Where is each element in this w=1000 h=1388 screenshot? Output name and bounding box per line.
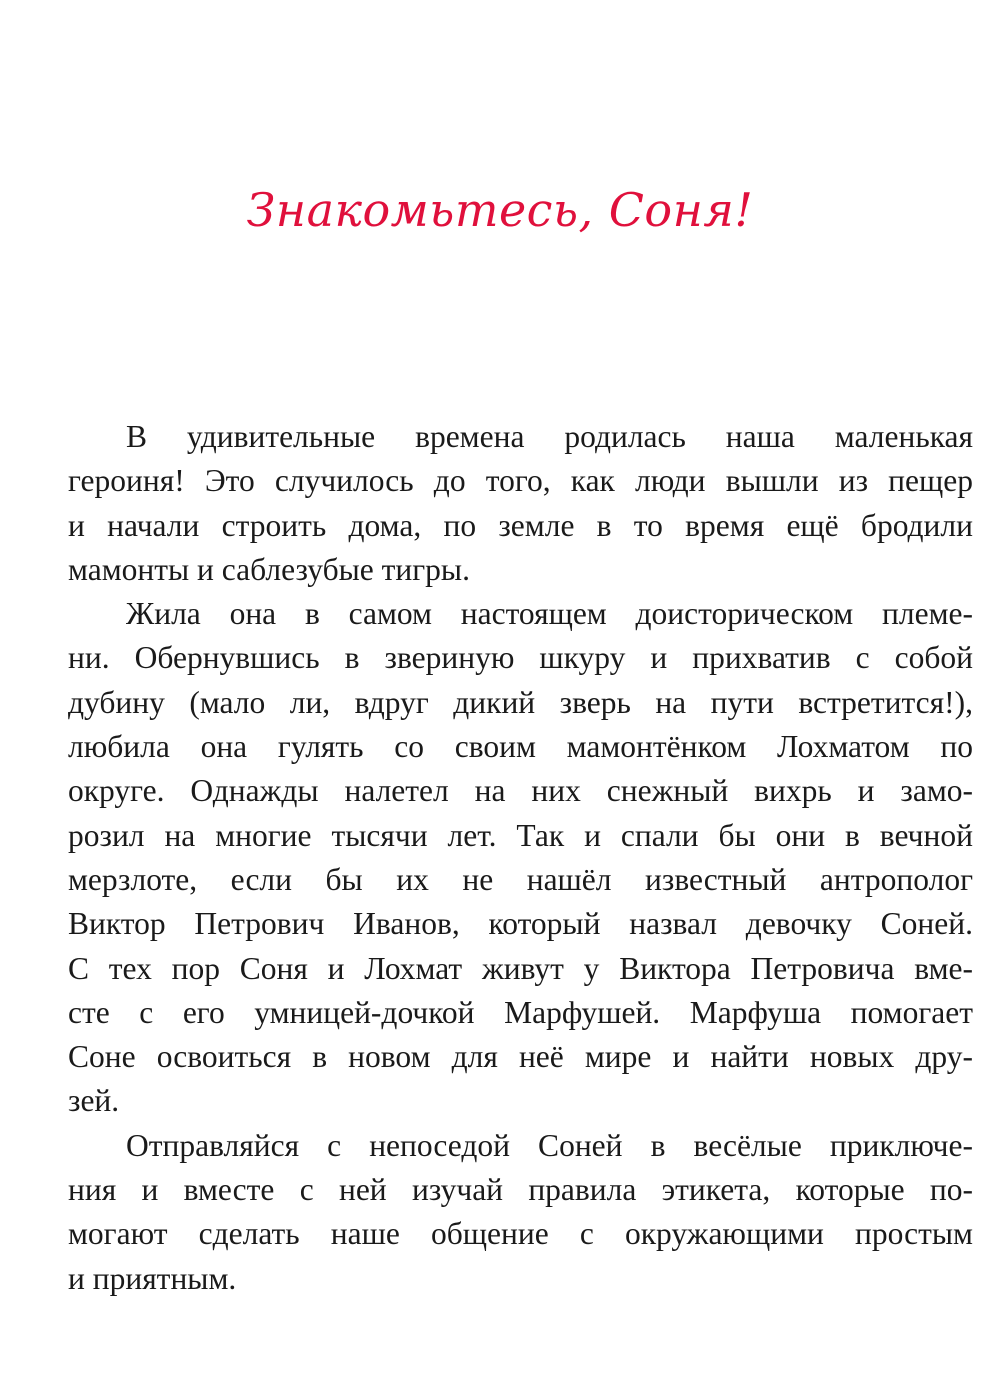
body-text <box>68 415 973 1301</box>
page-title: Знакомьтесь, Соня! <box>246 183 754 237</box>
text-line: Соне освоиться в новом для неё мире и найти новых дру- <box>68 1039 973 1075</box>
text-line: В удивительные времена родилась наша маленькая <box>126 419 973 454</box>
text-line: ни. Обернувшись в звериную шкуру и прихватив с собой <box>68 640 973 676</box>
text-line: зей. <box>68 1083 120 1119</box>
paragraph <box>68 1124 973 1301</box>
text-line: героиня! Это случилось до того, как люди вышли из пещер <box>68 463 973 499</box>
text-line: мерзлоте, если бы их не нашёл известный антрополог <box>68 861 973 897</box>
text-line: дубину (мало ли, вдруг дикий зверь на пути встретится!), <box>68 684 973 720</box>
text-line: ния и вместе с ней изучай правила этикета, которые по- <box>68 1172 973 1208</box>
text-line: мамонты и саблезубые тигры. <box>68 551 470 587</box>
text-line: Жила она в самом настоящем доисторическом племе- <box>126 596 973 632</box>
text-line: и начали строить дома, по земле в то время ещё бродили <box>68 507 973 543</box>
text-line: и приятным. <box>68 1260 237 1296</box>
text-line: С тех пор Соня и Лохмат живут у Виктора Петровича вме- <box>68 950 973 986</box>
text-line: округе. Однажды налетел на них снежный вихрь и замо- <box>68 773 973 809</box>
text-line: Виктор Петрович Иванов, который назвал девочку Соней. <box>68 906 973 942</box>
text-line: любила она гулять со своим мамонтёнком Лохматом по <box>68 729 973 765</box>
text-line: сте с его умницей-дочкой Марфушей. Марфуша помогает <box>68 994 973 1030</box>
paragraph <box>68 592 973 1124</box>
text-line: Отправляйся с непоседой Соней в весёлые приключе- <box>126 1127 973 1163</box>
text-line: могают сделать наше общение с окружающими простым <box>68 1216 973 1252</box>
paragraph <box>68 415 973 592</box>
text-line: розил на многие тысячи лет. Так и спали бы они в вечной <box>68 817 973 853</box>
